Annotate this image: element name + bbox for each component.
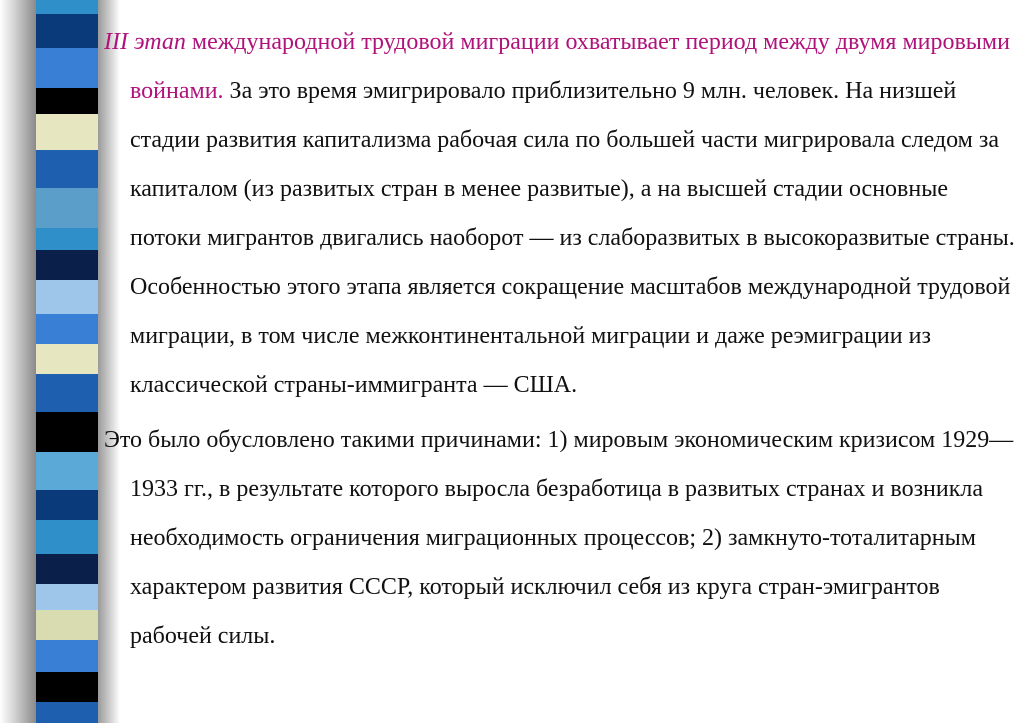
stripe-band — [36, 672, 98, 702]
stripe-band — [36, 452, 98, 490]
paragraph-1 — [104, 18, 1018, 410]
stripe-band — [36, 610, 98, 640]
paragraph-1-body: За это время эмигрировало приблизительно 9 млн. человек. На низшей стадии развития капитализма рабочая сила по большей части мигрировала следом за капиталом (из развитых стран в менее развитые), а на высшей стадии основные потоки мигрантов двигались наоборот — из слаборазвитых в высокоразвитые страны. Особенностью этого этапа является сокращение масштабов международной трудовой миграции, в том числе межконтинентальной миграции и даже реэмиграции из классической страны-иммигранта — США. — [130, 78, 1015, 398]
stripe-band — [36, 188, 98, 228]
stripe-band — [36, 374, 98, 412]
left-gradient-shade — [0, 0, 36, 723]
stripe-band — [36, 250, 98, 280]
stripe-band — [36, 88, 98, 114]
stripe-band — [36, 314, 98, 344]
stripe-band — [36, 280, 98, 314]
stripe-band — [36, 344, 98, 374]
stripe-band — [36, 114, 98, 150]
paragraph-2-text: Это было обусловлено такими причинами: 1) мировым экономическим кризисом 1929—1933 гг., в результате которого выросла безработица в развитых странах и возникла необходимость ограничения миграционных процессов; 2) замкнуто-тоталитарным характером развития СССР, который исключил себя из круга стран-эмигрантов рабочей силы. — [104, 427, 1014, 649]
slide-text — [104, 18, 1018, 661]
stripe-band — [36, 150, 98, 188]
stripe-band — [36, 14, 98, 48]
stripe-band — [36, 228, 98, 250]
paragraph-1-lead-rest: международной трудовой миграции охватывает период между двумя мировыми войнами. — [130, 29, 1010, 104]
stripe-band — [36, 584, 98, 610]
stripe-band — [36, 640, 98, 672]
stripe-band — [36, 490, 98, 520]
stripe-band — [36, 412, 98, 452]
stripe-band — [36, 0, 98, 14]
stripe-band — [36, 520, 98, 554]
decorative-stripe-bar — [36, 0, 98, 723]
stripe-band — [36, 554, 98, 584]
paragraph-2 — [104, 416, 1018, 661]
stripe-band — [36, 702, 98, 723]
paragraph-1-lead-italic: III этап — [104, 29, 186, 55]
stripe-band — [36, 48, 98, 88]
